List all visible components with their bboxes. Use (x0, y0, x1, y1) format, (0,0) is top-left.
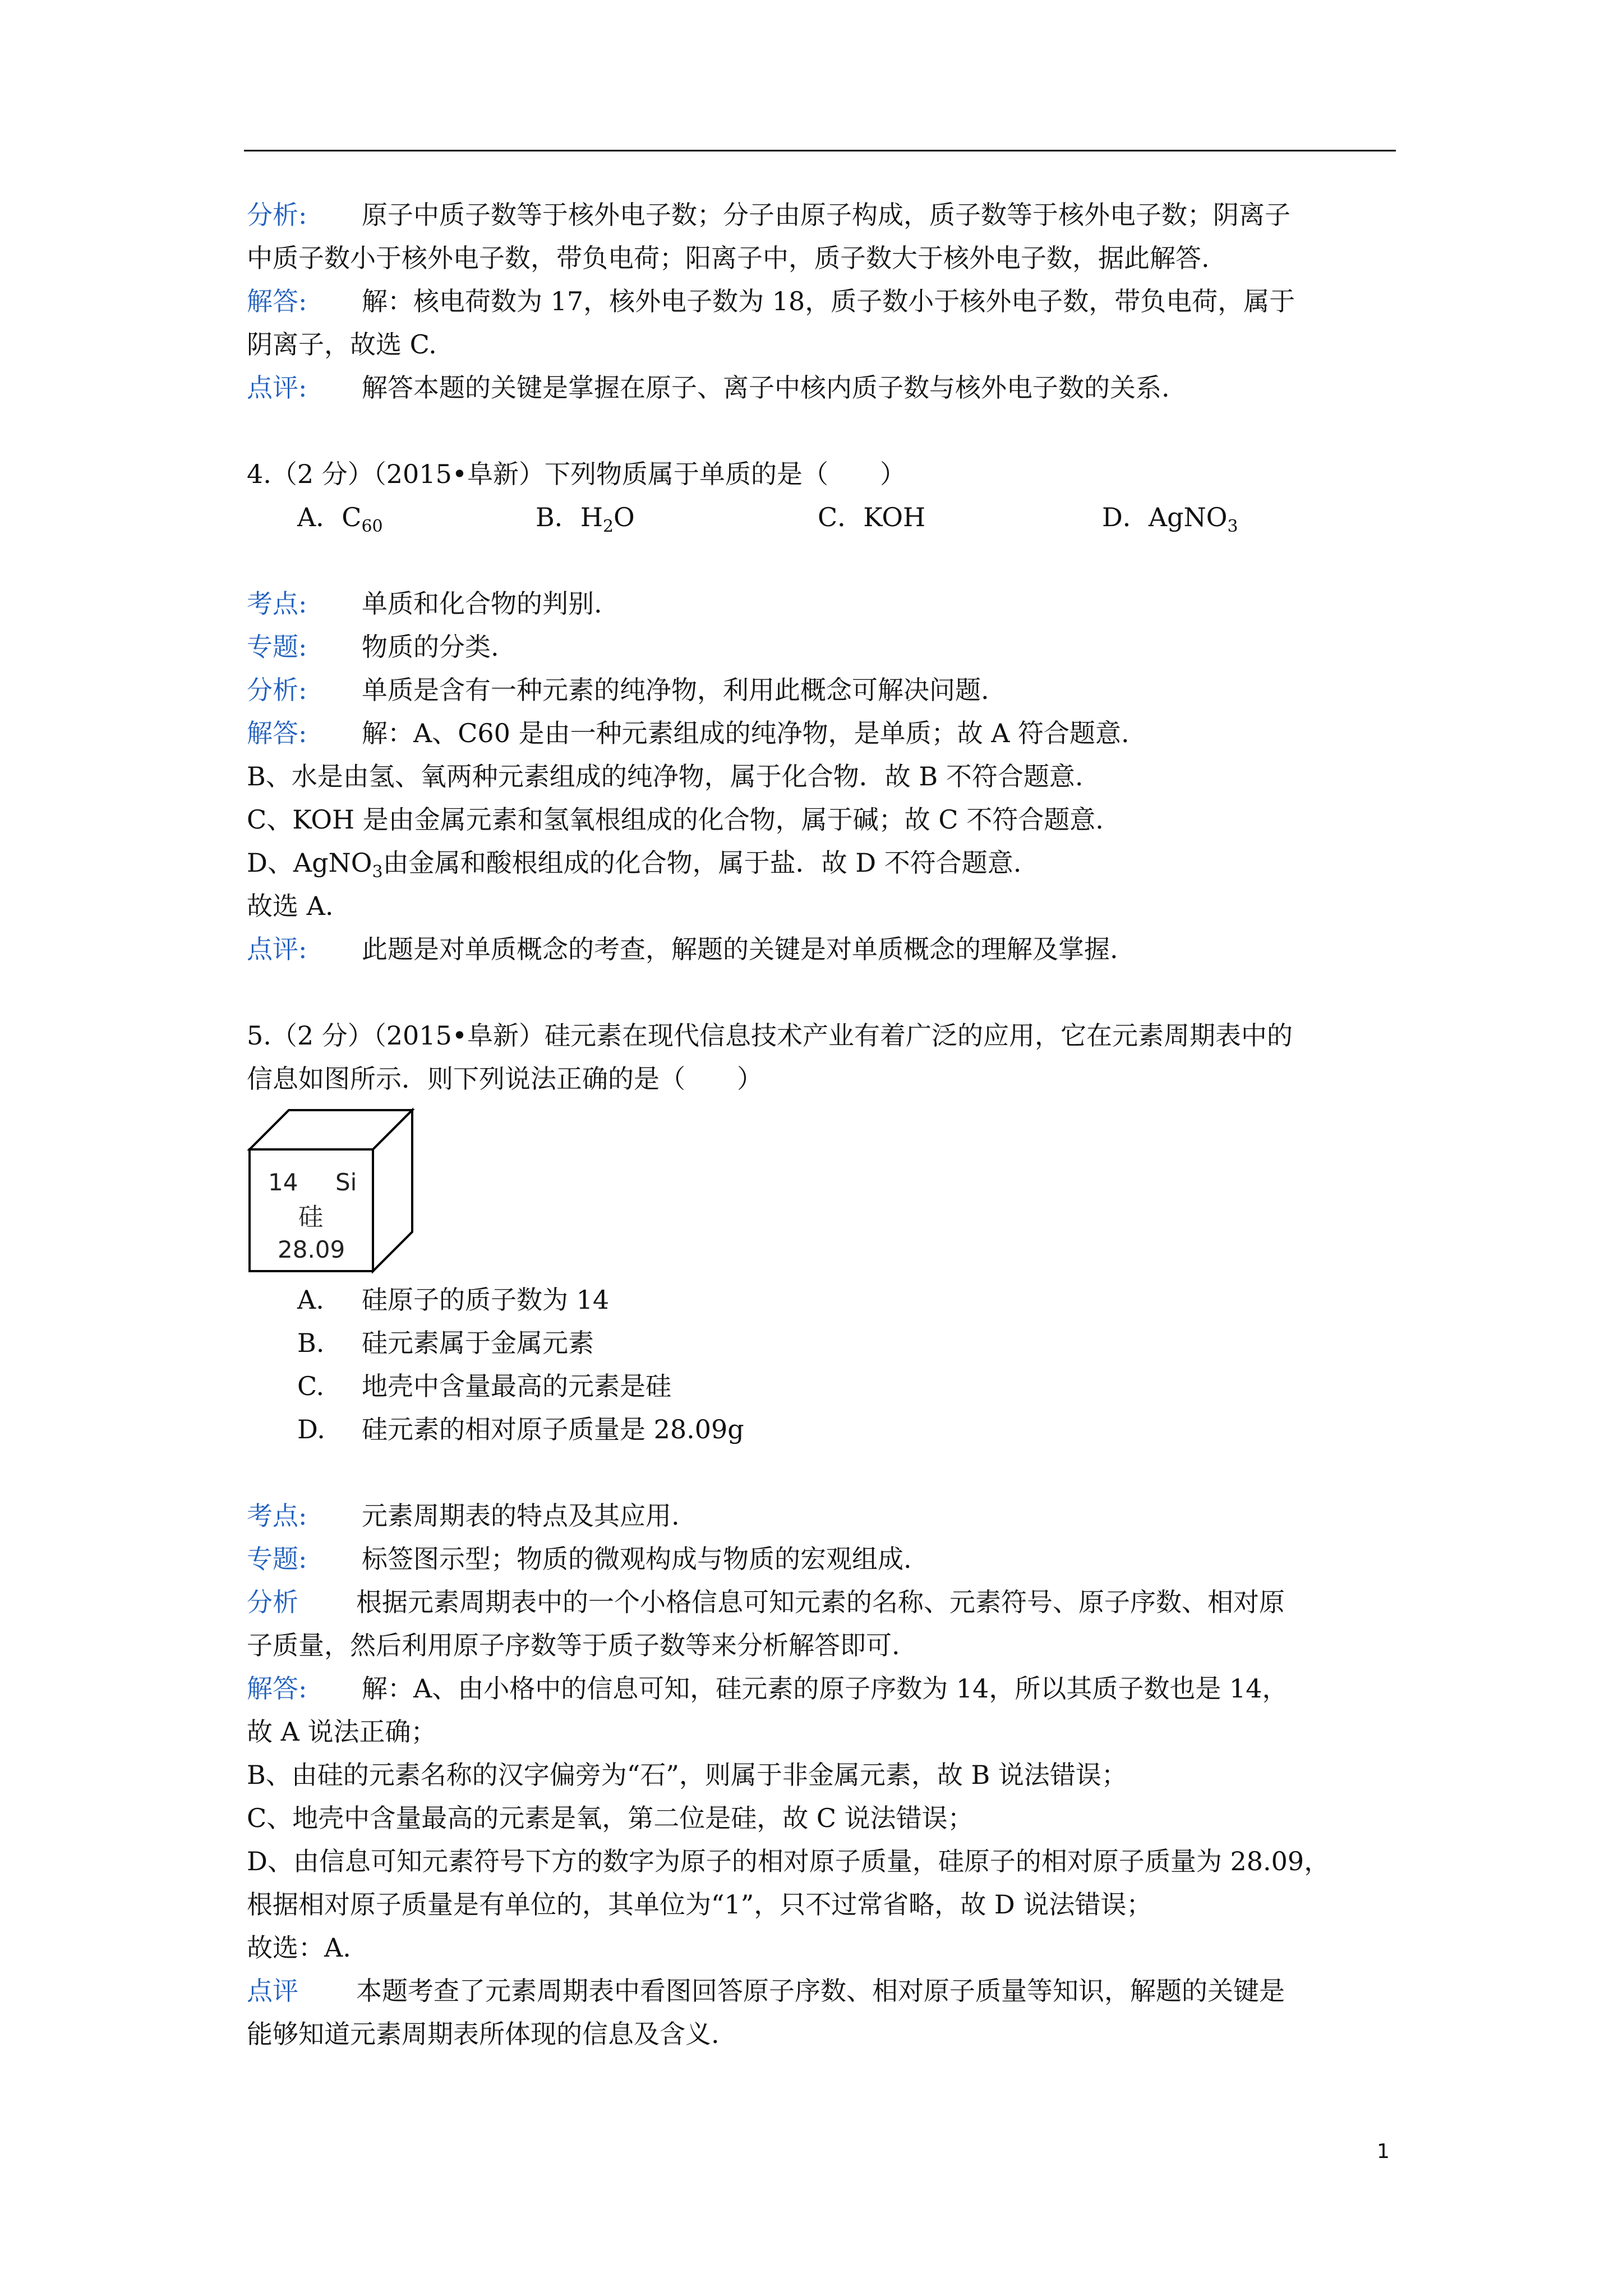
q3-answer-text-1: 解：核电荷数为 17，核外电子数为 18，质子数小于核外电子数，带负电荷，属于 (362, 286, 1295, 316)
q5-analysis-line-2: 子质量，然后利用原子序数等于质子数等来分析解答即可. (247, 1630, 900, 1660)
q5-analysis-line-1 (247, 1581, 1396, 1624)
option-text: 地壳中含量最高的元素是硅 (362, 1371, 671, 1401)
option-text: AgNO (1148, 502, 1228, 532)
option-text: C (342, 502, 362, 532)
q3-analysis-line-2: 中质子数小于核外电子数，带负电荷；阳离子中，质子数大于核外电子数，据此解答. (247, 243, 1210, 273)
q5-comment-line-1 (247, 1970, 1396, 2013)
option-label: B. (297, 1328, 325, 1358)
spacer (247, 409, 1396, 453)
q5-comment-text-1: 本题考查了元素周期表中看图回答原子序数、相对原子质量等知识，解题的关键是 (356, 1976, 1285, 2006)
q5-answer-line-3: B、由硅的元素名称的汉字偏旁为“石”，则属于非金属元素，故 B 说法错误； (247, 1760, 1127, 1790)
answer-label: 解答: (247, 718, 307, 748)
point-label: 考点: (247, 1501, 307, 1531)
q5-option-a (247, 1278, 1396, 1322)
q5-comment-line-2: 能够知道元素周期表所体现的信息及含义. (247, 2019, 720, 2049)
q4-answer-line-1 (247, 712, 1396, 755)
option-text: 硅元素的相对原子质量是 28.09g (362, 1414, 744, 1444)
option-label: D. (297, 1414, 325, 1444)
q4-answer-text-1: 解：A、C60 是由一种元素组成的纯净物，是单质；故 A 符合题意. (362, 718, 1129, 748)
option-label: A. (297, 1285, 324, 1315)
answer-label: 解答: (247, 286, 307, 316)
q4-stem: 4.（2 分）（2015•阜新）下列物质属于单质的是（ ） (247, 459, 906, 489)
q5-answer-line-1 (247, 1667, 1396, 1710)
q4-analysis-line (247, 669, 1396, 712)
q5-answer-text-1: 解：A、由小格中的信息可知，硅元素的原子序数为 14，所以其质子数也是 14， (362, 1673, 1288, 1704)
analysis-label: 分析 (247, 1587, 298, 1617)
q5-answer-line-5: D、由信息可知元素符号下方的数字为原子的相对原子质量，硅原子的相对原子质量为 28.09， (247, 1846, 1330, 1876)
element-symbol: Si (335, 1168, 357, 1196)
q3-comment-text: 解答本题的关键是掌握在原子、离子中核内质子数与核外电子数的关系. (362, 372, 1170, 403)
header-rule (244, 150, 1396, 151)
analysis-label: 分析: (247, 200, 307, 230)
q5-answer-line-6: 根据相对原子质量是有单位的，其单位为“1”，只不过常省略，故 D 说法错误； (247, 1889, 1152, 1920)
q4-options (247, 496, 1396, 539)
q4-topic-text: 物质的分类. (362, 632, 499, 662)
topic-label: 专题: (247, 632, 307, 662)
q4-point-text: 单质和化合物的判别. (362, 588, 602, 619)
q4-analysis-text: 单质是含有一种元素的纯净物，利用此概念可解决问题. (362, 675, 989, 705)
page-number: 1 (1377, 2140, 1390, 2163)
comment-label: 点评: (247, 934, 307, 964)
q4-option-c (818, 496, 925, 539)
q4-answer-text-4b: 由金属和酸根组成的化合物，属于盐．故 D 不符合题意. (382, 848, 1022, 878)
spacer (247, 1451, 1396, 1494)
subscript: 60 (361, 517, 383, 537)
q3-analysis-text-1: 原子中质子数等于核外电子数；分子由原子构成，质子数等于核外电子数；阴离子 (362, 200, 1290, 230)
q5-topic-text: 标签图示型；物质的微观构成与物质的宏观组成. (362, 1544, 912, 1574)
comment-label: 点评 (247, 1976, 298, 2006)
document-body (247, 194, 1396, 2056)
q5-stem-line-2: 信息如图所示．则下列说法正确的是（ ） (247, 1064, 763, 1094)
q4-option-d (1102, 496, 1238, 548)
atomic-mass: 28.09 (278, 1236, 345, 1263)
element-cube-illustration (247, 1107, 432, 1276)
option-text: O (614, 502, 635, 532)
silicon-element-tile-figure (247, 1107, 1396, 1278)
q3-comment-line (247, 366, 1396, 409)
q5-answer-line-2: 故 A 说法正确； (247, 1717, 437, 1747)
answer-label: 解答: (247, 1673, 307, 1704)
option-text: 硅元素属于金属元素 (362, 1328, 594, 1358)
option-text: KOH (863, 502, 926, 532)
q4-comment-line (247, 928, 1396, 971)
q5-option-d (247, 1408, 1396, 1451)
analysis-label: 分析: (247, 675, 307, 705)
point-label: 考点: (247, 588, 307, 619)
option-label: D． (1102, 502, 1149, 532)
q5-point-text: 元素周期表的特点及其应用. (362, 1501, 680, 1531)
option-text: H (580, 502, 603, 532)
q3-answer-line-2: 阴离子，故选 C. (247, 329, 437, 360)
q4-answer-text-4a: D、AgNO (247, 848, 372, 878)
q4-option-a (297, 496, 383, 548)
q5-point-line (247, 1494, 1396, 1538)
q5-option-c (247, 1365, 1396, 1408)
q4-answer-line-2: B、水是由氢、氧两种元素组成的纯净物，属于化合物．故 B 不符合题意. (247, 761, 1083, 792)
q5-option-b (247, 1322, 1396, 1365)
q4-comment-text: 此题是对单质概念的考查，解题的关键是对单质概念的理解及掌握. (362, 934, 1118, 964)
q5-topic-line (247, 1538, 1396, 1581)
q5-answer-line-7: 故选：A. (247, 1932, 351, 1963)
q3-analysis-line-1 (247, 194, 1396, 237)
element-name: 硅 (298, 1203, 323, 1231)
comment-label: 点评: (247, 372, 307, 403)
q4-topic-line (247, 625, 1396, 669)
subscript: 2 (602, 517, 614, 537)
q5-answer-line-4: C、地壳中含量最高的元素是氧，第二位是硅，故 C 说法错误； (247, 1803, 974, 1833)
option-label: C. (297, 1371, 325, 1401)
spacer (247, 971, 1396, 1014)
topic-label: 专题: (247, 1544, 307, 1574)
q4-option-b (536, 496, 635, 548)
option-label: A． (297, 502, 342, 532)
option-text: 硅原子的质子数为 14 (362, 1285, 610, 1315)
q4-answer-line-3: C、KOH 是由金属元素和氢氧根组成的化合物，属于碱；故 C 不符合题意. (247, 804, 1104, 835)
option-label: C． (818, 502, 864, 532)
atomic-number: 14 (268, 1168, 298, 1196)
q4-point-line (247, 582, 1396, 625)
subscript: 3 (372, 862, 383, 882)
q4-answer-line-5: 故选 A. (247, 891, 334, 921)
q4-answer-line-4 (247, 841, 1396, 885)
subscript: 3 (1227, 517, 1238, 537)
q5-stem-line-1: 5.（2 分）（2015•阜新）硅元素在现代信息技术产业有着广泛的应用，它在元素周期表中的 (247, 1020, 1293, 1051)
q3-answer-line-1 (247, 280, 1396, 323)
option-label: B． (536, 502, 580, 532)
q5-analysis-text-1: 根据元素周期表中的一个小格信息可知元素的名称、元素符号、原子序数、相对原 (356, 1587, 1285, 1617)
